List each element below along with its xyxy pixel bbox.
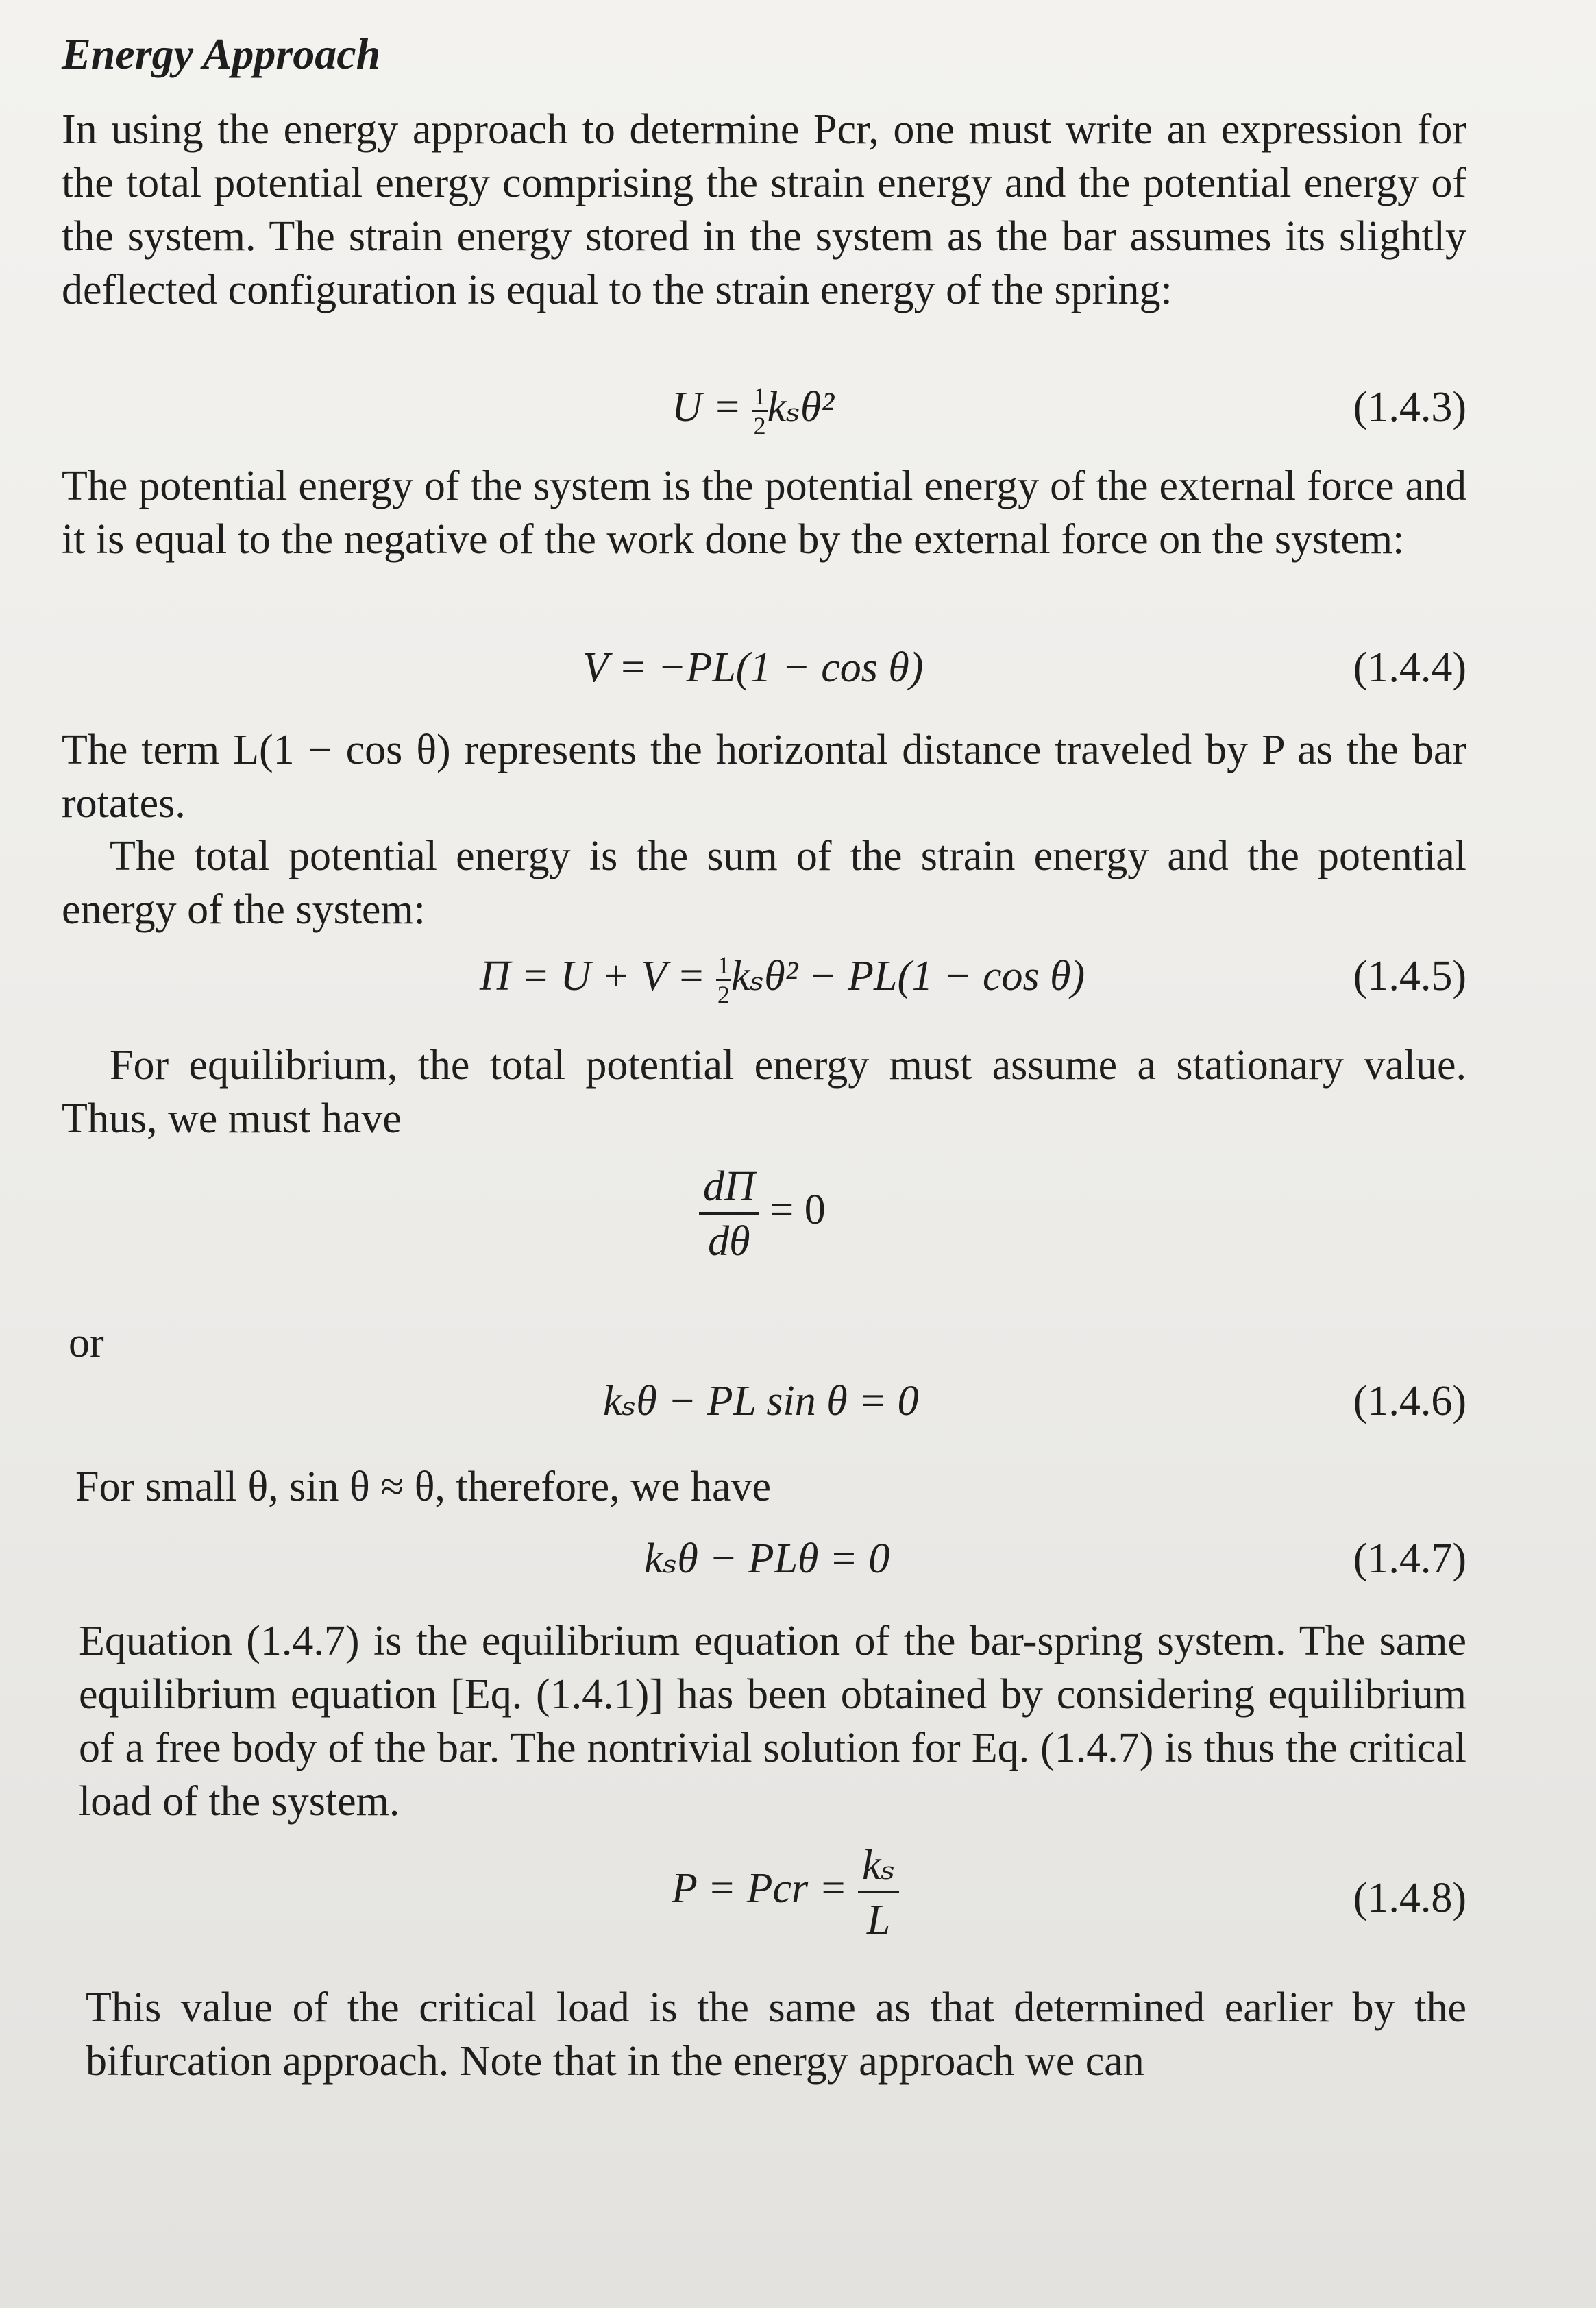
equation-expression: kₛθ − PLθ = 0 <box>644 1535 890 1582</box>
equation-expression: P = Pcr = $\frac{\text{kₛ}}{L}$ <box>672 1844 899 1941</box>
equation-1-4-6 <box>62 1374 1466 1429</box>
equation-number: (1.4.3) <box>1353 384 1466 430</box>
equation-number: (1.4.4) <box>1353 644 1466 691</box>
equation-number: (1.4.8) <box>1353 1875 1466 1921</box>
equation-1-4-7 <box>62 1532 1466 1587</box>
equation-expression: Π = U + V = $\frac{1}{2}$ kₛθ² − PL(1 − cos θ) <box>480 951 1085 1009</box>
fraction: $\frac{\text{kₛ}}{L}$ <box>858 1844 899 1941</box>
paragraph-5: For equilibrium, the total potential energy must assume a stationary value. Thus, we must have <box>62 1042 1466 1142</box>
equation-expression: $\frac{d\Pi}{d\theta}$ = 0 <box>699 1165 826 1263</box>
equation-number: (1.4.6) <box>1353 1378 1466 1424</box>
equation-1-4-8 <box>62 1844 1466 1960</box>
equation-expression: kₛθ − PL sin θ = 0 <box>603 1378 919 1424</box>
equation-expression: U = $\frac{1}{2}$ kₛθ² <box>672 382 835 440</box>
equation-number: (1.4.5) <box>1353 953 1466 999</box>
paragraph-8: This value of the critical load is the same as that determined earlier by the bifurcation approach. Note that in the energy approach we can <box>86 1984 1466 2085</box>
connector-word: or <box>69 1320 104 1366</box>
paragraph-2: The potential energy of the system is the potential energy of the external force and it is equal to the negative of the work done by the external force on the system: <box>62 463 1466 563</box>
paragraph-1: In using the energy approach to determine Pcr, one must write an expression for the total potential energy comprising the strain energy and the potential energy of the system. The strain energy stored in the system as the bar assumes its slightly deflected configuration is equal to the strain energy of the spring: <box>62 106 1466 313</box>
stationary-condition <box>62 1165 1466 1289</box>
paragraph-4: The total potential energy is the sum of the strain energy and the potential energy of the system: <box>62 833 1466 933</box>
equation-1-4-4 <box>62 641 1466 696</box>
equation-expression: V = −PL(1 − cos θ) <box>582 644 924 691</box>
fraction: $\frac{1}{2}$ <box>753 382 766 440</box>
section-heading: Energy Approach <box>62 29 381 78</box>
paragraph-7: Equation (1.4.7) is the equilibrium equation of the bar-spring system. The same equilibrium equation [Eq. (1.4.1)] has been obtained by considering equilibrium of a free body of the bar. The nontrivial solution for Eq. (1.4.7) is thus the critical load of the system. <box>79 1618 1466 1825</box>
fraction: $\frac{1}{2}$ <box>717 951 730 1009</box>
equation-number: (1.4.7) <box>1353 1535 1466 1582</box>
paragraph-3: The term L(1 − cos θ) represents the horizontal distance traveled by P as the bar rotates. <box>62 727 1466 827</box>
derivative-fraction: $\frac{d\Pi}{d\theta}$ <box>699 1165 759 1263</box>
equation-1-4-5 <box>62 949 1466 1009</box>
paragraph-6: For small θ, sin θ ≈ θ, therefore, we have <box>75 1463 771 1510</box>
equation-1-4-3 <box>62 380 1466 440</box>
